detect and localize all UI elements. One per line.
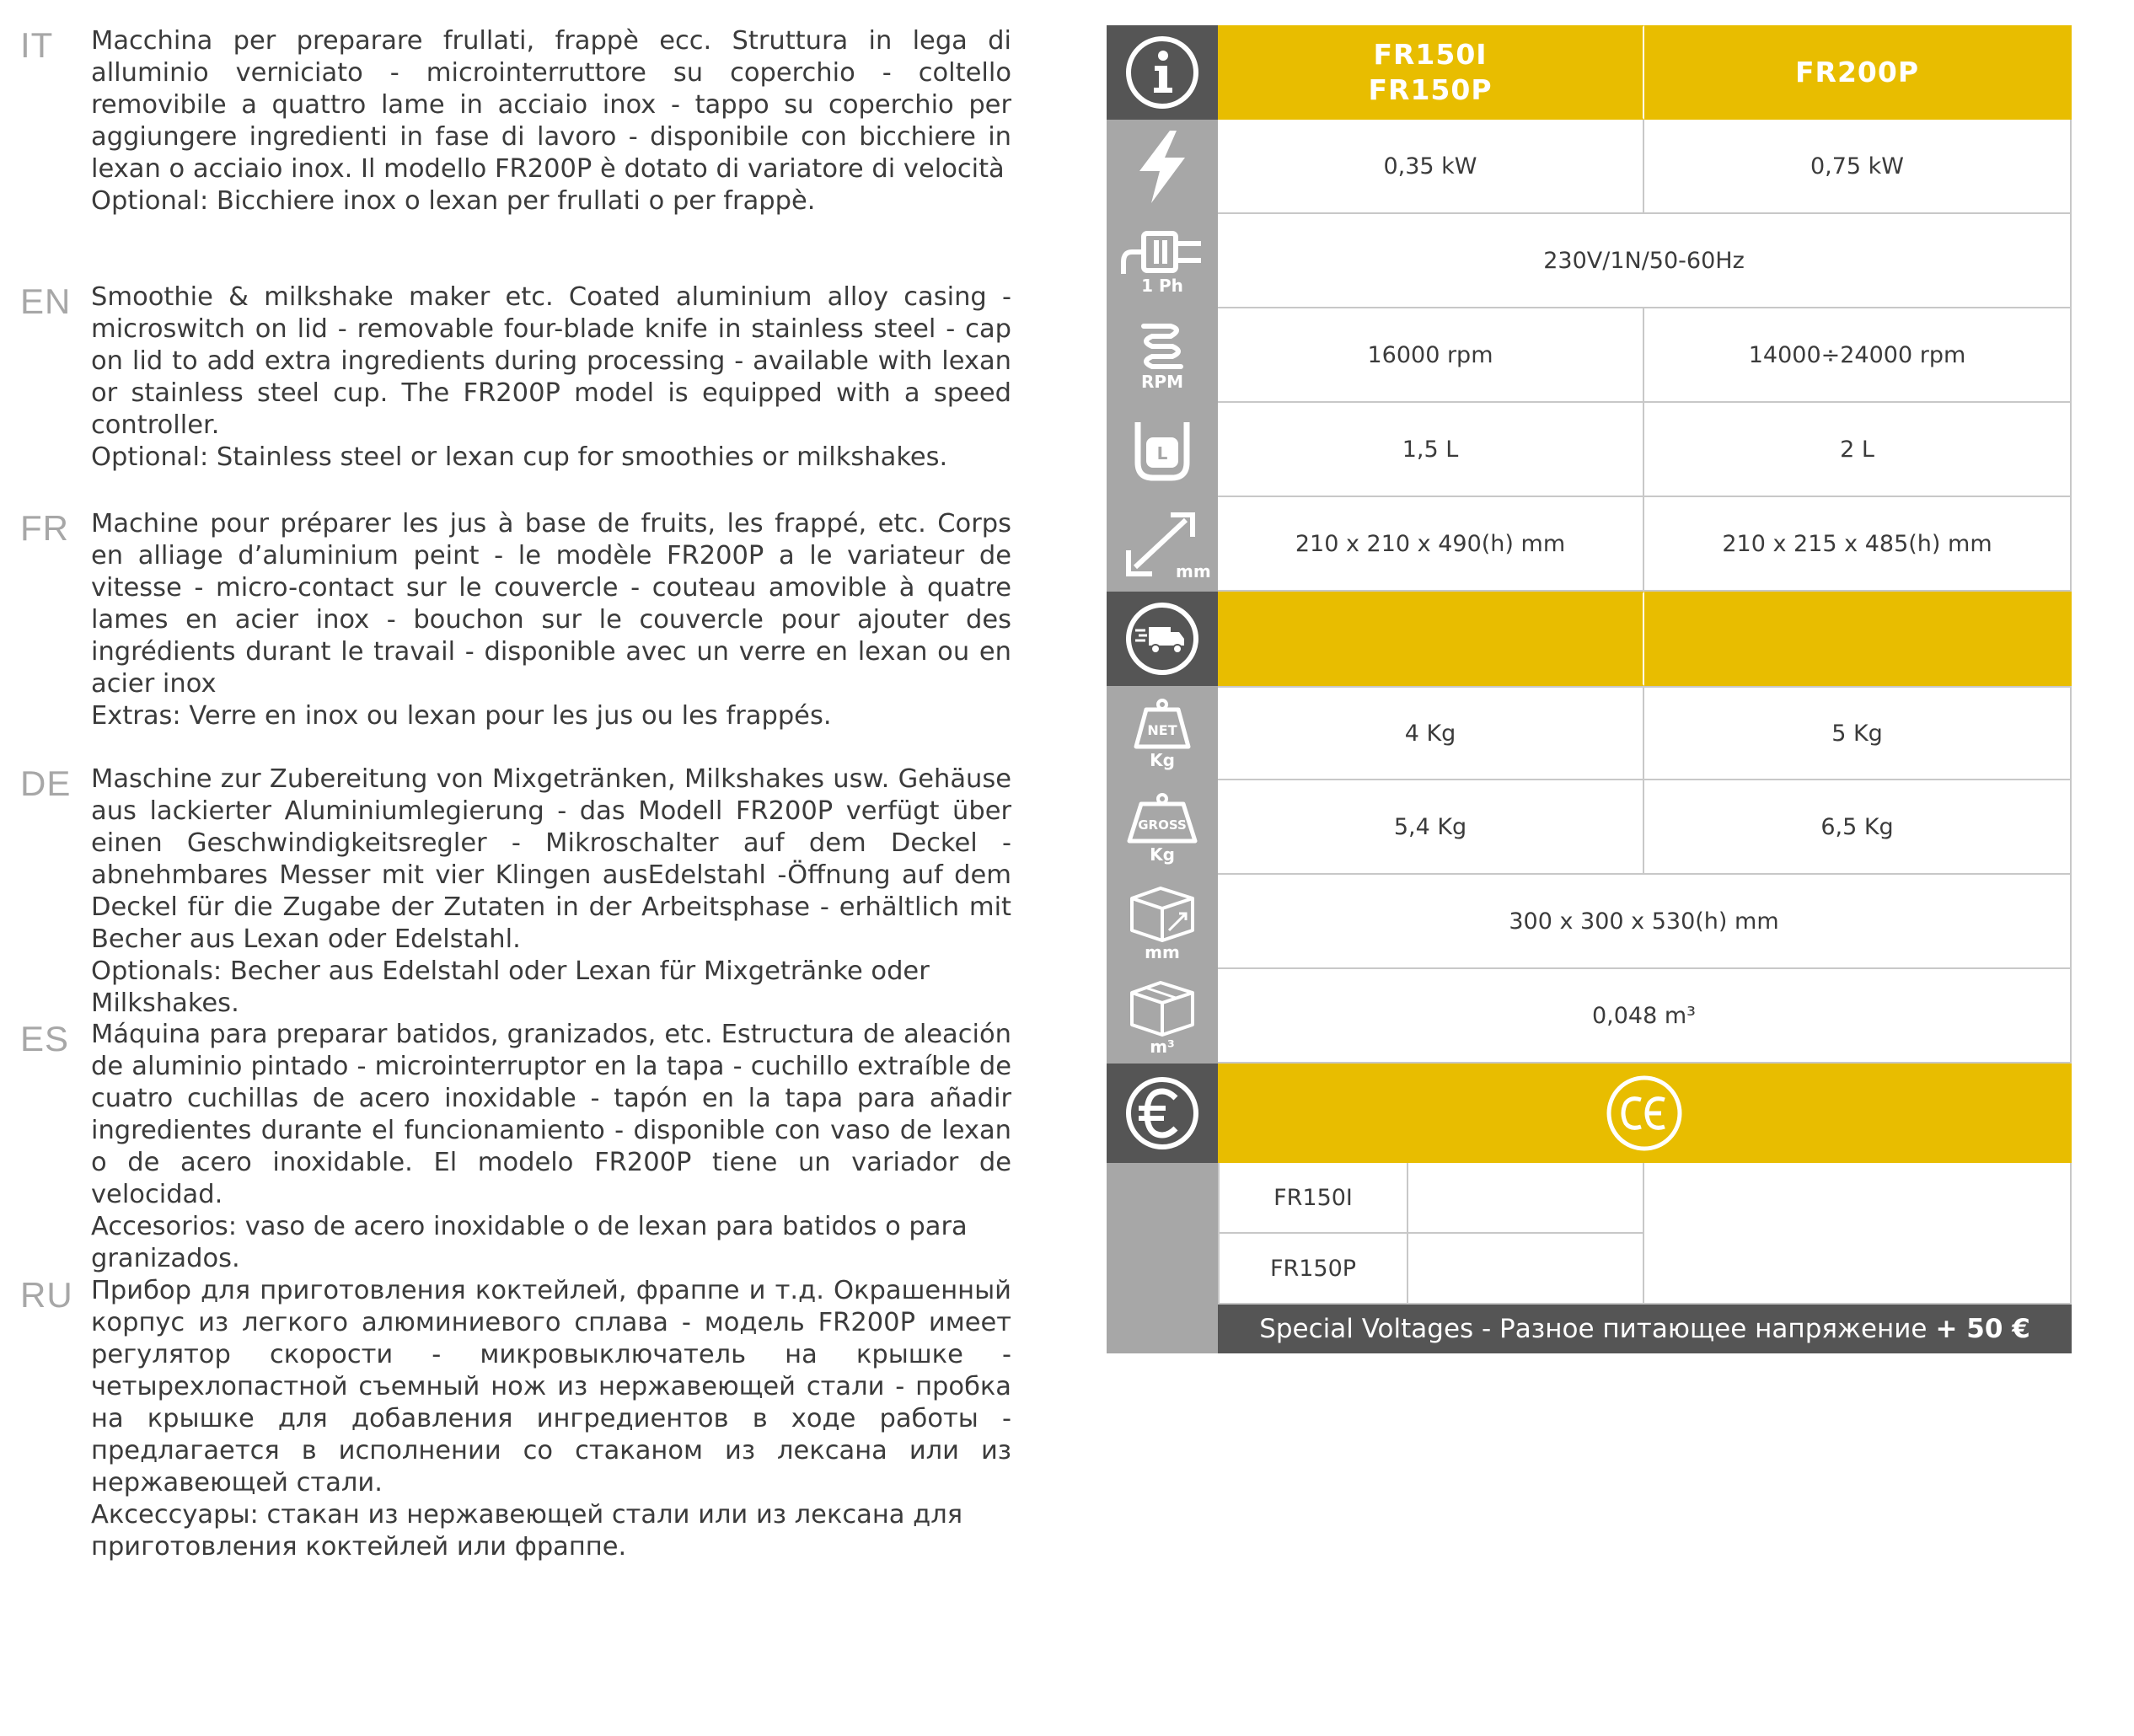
capacity-value-fr150: 1,5 L [1218, 403, 1644, 497]
gross-weight-value-fr200p: 6,5 Kg [1644, 780, 2072, 875]
gross-weight-icon-caption: Kg [1150, 844, 1175, 865]
description-optional: Optionals: Becher aus Edelstahl oder Lexan für Mixgetränke oder Milkshakes. [91, 956, 930, 1018]
container-icon [1133, 419, 1192, 481]
spec-row-power [1107, 120, 2072, 214]
weight-icon [1124, 792, 1200, 844]
info-icon [1123, 34, 1201, 111]
euro-icon [1123, 1074, 1201, 1152]
dimensions-value-fr150: 210 x 210 x 490(h) mm [1218, 497, 1644, 592]
spec-row-gross-weight [1107, 780, 2072, 875]
price-icon-cell [1107, 1064, 1218, 1163]
plug-icon [1120, 228, 1204, 276]
power-value-fr200p: 0,75 kW [1644, 120, 2072, 214]
price-model-fr150p: FR150P [1218, 1234, 1407, 1305]
price-value-fr150i [1407, 1163, 1644, 1234]
package-volume-icon-caption: m³ [1150, 1037, 1175, 1057]
gross-weight-icon-badge: GROSS [1138, 817, 1187, 833]
spec-row-price-header [1107, 1064, 2072, 1163]
info-icon-cell [1107, 25, 1218, 120]
model-header-fr200p [1644, 25, 2072, 120]
ce-mark-icon [1606, 1074, 1683, 1152]
dimensions-value-fr200p: 210 x 215 x 485(h) mm [1644, 497, 2072, 592]
dimensions-icon-cell [1107, 497, 1218, 592]
shipping-icon-cell [1107, 592, 1218, 686]
shipping-header-fr150 [1218, 592, 1644, 686]
spec-row-dimensions [1107, 497, 2072, 592]
power-value-fr150: 0,35 kW [1218, 120, 1644, 214]
package-dimensions-icon-cell [1107, 875, 1218, 969]
description-body: Macchina per preparare frullati, frappè ecc. Struttura in lega di alluminio verniciato - microinterruttore su coperchio - coltello removibile a quattro lame in acciaio inox - tappo su coperchio per aggiungere ingredienti in fase di lavoro - disponibile con bicchiere in lexan o acciaio inox. Il modello FR200P è dotato di variatore di velocità [91, 26, 1011, 184]
description-text [91, 764, 1011, 1020]
price-models-side [1107, 1163, 1218, 1305]
description-body: Machine pour préparer les jus à base de fruits, les frappé, etc. Corps en alliage d’aluminium peint - le modèle FR200P a le variateur de vitesse - micro-contact sur le couvercle - couteau amovible à quatre lames en acier inox - bouchon sur le couvercle pour ajouter des ingrédients durant le travail - disponible avec un verre en lexan ou en acier inox [91, 509, 1011, 699]
description-body: Smoothie & milkshake maker etc. Coated aluminium alloy casing - microswitch on lid - removable four-blade knife in stainless steel - cap on lid to add extra ingredients during processing - available with lexan or stainless steel cup. The FR200P model is equipped with a speed controller. [91, 282, 1011, 440]
box-icon [1127, 883, 1198, 942]
net-weight-value-fr150: 4 Kg [1218, 686, 1644, 780]
model-name-fr150p: FR150P [1368, 73, 1493, 106]
net-weight-icon-badge: NET [1147, 722, 1177, 738]
spec-header-row [1107, 25, 2072, 120]
dimensions-icon-caption: mm [1176, 561, 1211, 581]
capacity-value-fr200p: 2 L [1644, 403, 2072, 497]
special-voltages-side [1107, 1305, 1218, 1353]
description-text [91, 1019, 1011, 1275]
gross-weight-icon-cell [1107, 780, 1218, 875]
language-code: RU [20, 1275, 73, 1315]
special-voltages-price: + 50 € [1935, 1314, 2030, 1344]
model-name-fr200p: FR200P [1794, 56, 1920, 88]
description-body: Прибор для приготовления коктейлей, фраппе и т.д. Окрашенный корпус из легкого алюминиевого сплава - модель FR200P имеет регулятор скорости - микровыключатель на крышке - четырехлопастной съемный нож из нержавеющей стали - пробка на крышке для добавления ингредиентов в ходе работы - предлагается в исполнении со стаканом из лексана или из нержавеющей стали. [91, 1276, 1011, 1498]
spring-icon [1137, 321, 1188, 372]
model-header-fr150 [1218, 25, 1644, 120]
spec-row-voltage [1107, 214, 2072, 308]
special-voltages-label [1218, 1305, 2072, 1353]
description-optional: Аксессуары: стакан из нержавеющей стали или из лексана для приготовления коктейлей или фраппе. [91, 1500, 963, 1562]
language-code: EN [20, 281, 72, 321]
gross-weight-value-fr150: 5,4 Kg [1218, 780, 1644, 875]
speed-icon-cell [1107, 308, 1218, 403]
special-voltages-text: Special Voltages - Разное питающее напряжение [1259, 1314, 1928, 1344]
delivery-truck-icon [1123, 600, 1201, 678]
language-code: IT [20, 25, 54, 65]
capacity-icon-letter: L [1156, 443, 1168, 463]
description-text [91, 25, 1011, 217]
description-optional: Extras: Verre en inox ou lexan pour les jus ou les frappés. [91, 701, 832, 731]
package-volume-icon-cell [1107, 969, 1218, 1064]
price-header [1218, 1064, 2072, 1163]
special-voltages-bar [1107, 1305, 2072, 1353]
power-icon-cell [1107, 120, 1218, 214]
description-text [91, 281, 1011, 474]
price-value-fr200p [1644, 1163, 2072, 1305]
box-icon [1127, 978, 1198, 1037]
price-value-fr150p [1407, 1234, 1644, 1305]
package-dimensions-value: 300 x 300 x 530(h) mm [1218, 875, 2072, 969]
price-model-fr150i: FR150I [1218, 1163, 1407, 1234]
language-code: DE [20, 764, 72, 803]
speed-icon-caption: RPM [1141, 372, 1183, 392]
description-optional: Optional: Bicchiere inox o lexan per frullati o per frappè. [91, 186, 816, 216]
net-weight-value-fr200p: 5 Kg [1644, 686, 2072, 780]
voltage-value: 230V/1N/50-60Hz [1218, 214, 2072, 308]
spec-row-shipping-header [1107, 592, 2072, 686]
description-body: Máquina para preparar batidos, granizados, etc. Estructura de aleación de aluminio pintado - microinterruptor en la tapa - cuchillo extraíble de cuatro cuchillas de acero inoxidable - tapón en la tapa para añadir ingredientes durante el funcionamiento - disponible con vaso de lexan o de acero inoxidable. El modelo FR200P tiene un variador de velocidad. [91, 1020, 1011, 1209]
net-weight-icon-caption: Kg [1150, 750, 1175, 770]
package-dimensions-icon-caption: mm [1145, 942, 1180, 962]
spec-row-capacity [1107, 403, 2072, 497]
voltage-icon-cell [1107, 214, 1218, 308]
capacity-icon-cell [1107, 403, 1218, 497]
price-models-area [1107, 1163, 2072, 1305]
package-volume-value: 0,048 m³ [1218, 969, 2072, 1064]
net-weight-icon-cell [1107, 686, 1218, 780]
description-text [91, 508, 1011, 732]
diagonal-arrow-icon [1120, 506, 1211, 582]
spec-row-speed [1107, 308, 2072, 403]
description-text [91, 1275, 1011, 1563]
speed-value-fr200p: 14000÷24000 rpm [1644, 308, 2072, 403]
voltage-icon-caption: 1 Ph [1141, 276, 1183, 296]
language-code: ES [20, 1019, 70, 1058]
weight-icon [1131, 698, 1193, 750]
model-name-fr150i: FR150I [1373, 38, 1488, 71]
shipping-header-fr200p [1644, 592, 2072, 686]
speed-value-fr150: 16000 rpm [1218, 308, 1644, 403]
description-optional: Accesorios: vaso de acero inoxidable o de lexan para batidos o para granizados. [91, 1212, 968, 1273]
description-optional: Optional: Stainless steel or lexan cup for smoothies or milkshakes. [91, 442, 948, 472]
spec-row-package-volume [1107, 969, 2072, 1064]
language-code: FR [20, 508, 69, 548]
spec-row-package-dimensions [1107, 875, 2072, 969]
spec-row-net-weight [1107, 686, 2072, 780]
description-body: Maschine zur Zubereitung von Mixgetränken, Milkshakes usw. Gehäuse aus lackierter Aluminiumlegierung - das Modell FR200P verfügt über einen Geschwindigkeitsregler - Mikroschalter auf dem Deckel - abnehmbares Messer mit vier Klingen ausEdelstahl -Öffnung auf dem Deckel für die Zugabe der Zutaten in der Arbeitsphase - erhältlich mit Becher aus Lexan oder Edelstahl. [91, 764, 1011, 954]
lightning-icon [1133, 129, 1192, 205]
